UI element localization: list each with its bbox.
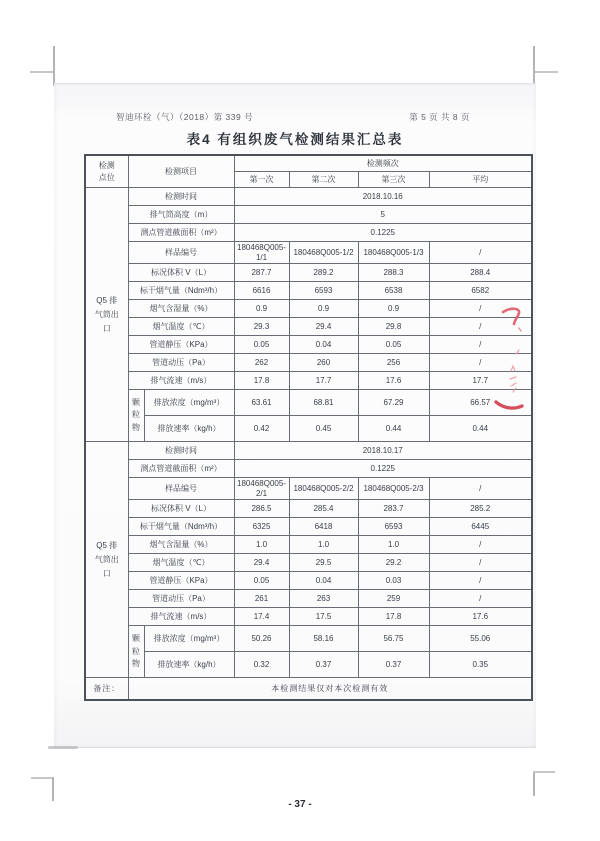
scan-edge-artifact [48, 746, 78, 749]
table-row [85, 590, 532, 608]
table-row [85, 460, 532, 478]
row-label-cell: 检测时间 [128, 188, 234, 206]
value-cell: 0.05 [234, 336, 289, 354]
col-header-point: 检测点位 [85, 155, 128, 188]
value-cell: 1.0 [289, 536, 358, 554]
crop-mark-bottom-left-vertical [52, 777, 54, 801]
col-header-third: 第三次 [358, 172, 429, 188]
table-row [85, 188, 532, 206]
value-cell: 180468Q005-1/2 [289, 242, 358, 264]
col-header-second: 第二次 [289, 172, 358, 188]
value-cell-merged: 0.1225 [234, 460, 532, 478]
value-cell: 260 [289, 354, 358, 372]
value-cell: 6418 [289, 518, 358, 536]
row-label-cell: 标况体积 V（L） [128, 264, 234, 282]
value-cell: 263 [289, 590, 358, 608]
document-title: 表4 有组织废气检测结果汇总表 [186, 132, 404, 147]
value-cell: 55.06 [429, 626, 532, 652]
col-header-item: 检测项目 [128, 155, 234, 188]
value-cell: 261 [234, 590, 289, 608]
value-cell: 180468Q005-1/1 [234, 242, 289, 264]
point-cell [85, 188, 128, 442]
table-header-row-1 [85, 155, 532, 172]
table-row [85, 390, 532, 416]
value-cell: 0.9 [358, 300, 429, 318]
value-cell: 262 [234, 354, 289, 372]
point-label: Q5 排气筒出口 [94, 540, 119, 578]
value-cell: 0.37 [358, 652, 429, 678]
table-row [85, 206, 532, 224]
table-row [85, 318, 532, 336]
value-cell: 0.04 [289, 336, 358, 354]
value-cell: 0.9 [234, 300, 289, 318]
value-cell: 1.0 [358, 536, 429, 554]
value-cell: 0.35 [429, 652, 532, 678]
value-cell: 29.2 [358, 554, 429, 572]
crop-mark-top-left-vertical [53, 46, 55, 86]
value-cell: 1.0 [234, 536, 289, 554]
value-cell: 17.7 [429, 372, 532, 390]
table-row [85, 372, 532, 390]
value-cell: 0.05 [234, 572, 289, 590]
value-cell: 288.3 [358, 264, 429, 282]
group-label: 颗粒物 [132, 634, 140, 669]
row-label-cell: 标干烟气量（Ndm³/h） [128, 282, 234, 300]
value-cell: 259 [358, 590, 429, 608]
row-label-cell: 样品编号 [128, 242, 234, 264]
value-cell: 0.32 [234, 652, 289, 678]
table-row [85, 282, 532, 300]
value-cell: 0.05 [358, 336, 429, 354]
value-cell-merged: 2018.10.16 [234, 188, 532, 206]
value-cell: / [429, 478, 532, 500]
results-table-container [84, 154, 533, 701]
row-label-cell: 排放浓度（mg/m³） [144, 390, 234, 416]
table-row [85, 500, 532, 518]
value-cell: 286.5 [234, 500, 289, 518]
table-row [85, 572, 532, 590]
value-cell: 180468Q005-2/2 [289, 478, 358, 500]
value-cell: 56.75 [358, 626, 429, 652]
value-cell: 17.6 [429, 608, 532, 626]
value-cell: 29.4 [289, 318, 358, 336]
group-label: 颗粒物 [132, 398, 140, 432]
value-cell: 6593 [358, 518, 429, 536]
crop-mark-top-left-horizontal [30, 71, 53, 73]
value-cell: / [429, 300, 532, 318]
row-label-cell: 排气流速（m/s） [128, 372, 234, 390]
crop-mark-bottom-right-horizontal [533, 771, 555, 773]
value-cell: 68.81 [289, 390, 358, 416]
value-cell: 58.16 [289, 626, 358, 652]
row-label-cell: 样品编号 [128, 478, 234, 500]
value-cell: 289.2 [289, 264, 358, 282]
value-cell: 29.3 [234, 318, 289, 336]
point-cell [85, 442, 128, 678]
row-label-cell: 管道静压（KPa） [128, 572, 234, 590]
row-label-cell: 测点管道截面积（m²） [128, 224, 234, 242]
row-label-cell: 排放速率（kg/h） [144, 416, 234, 442]
value-cell: 29.5 [289, 554, 358, 572]
table-row [85, 300, 532, 318]
value-cell: 50.26 [234, 626, 289, 652]
point-label: Q5 排气筒出口 [94, 295, 119, 333]
row-label-cell: 标干烟气量（Ndm³/h） [128, 518, 234, 536]
note-text: 本检测结果仅对本次检测有效 [128, 678, 532, 701]
value-cell: 0.9 [289, 300, 358, 318]
table-row [85, 242, 532, 264]
group-cell [128, 626, 144, 678]
value-cell: 287.7 [234, 264, 289, 282]
group-cell [128, 390, 144, 442]
value-cell: 180468Q005-2/1 [234, 478, 289, 500]
row-label-cell: 排放浓度（mg/m³） [144, 626, 234, 652]
value-cell: / [429, 318, 532, 336]
value-cell: / [429, 554, 532, 572]
value-cell: / [429, 590, 532, 608]
value-cell: 180468Q005-2/3 [358, 478, 429, 500]
value-cell: / [429, 336, 532, 354]
crop-mark-top-right-horizontal [535, 71, 558, 73]
table-row [85, 536, 532, 554]
value-cell: 6445 [429, 518, 532, 536]
value-cell: / [429, 572, 532, 590]
row-label-cell: 排气筒高度（m） [128, 206, 234, 224]
row-label-cell: 烟气温度（℃） [128, 318, 234, 336]
value-cell: 0.37 [289, 652, 358, 678]
page-number: - 37 - [288, 799, 312, 810]
row-label-cell: 排气流速（m/s） [128, 608, 234, 626]
value-cell: 67.29 [358, 390, 429, 416]
table-row [85, 652, 532, 678]
value-cell: 17.4 [234, 608, 289, 626]
value-cell: 0.03 [358, 572, 429, 590]
value-cell: 29.4 [234, 554, 289, 572]
value-cell: / [429, 354, 532, 372]
report-number: 智迪环检（气）（2018）第 339 号 [116, 112, 254, 122]
row-label-cell: 标况体积 V（L） [128, 500, 234, 518]
crop-mark-bottom-right-vertical [533, 771, 535, 796]
table-row [85, 626, 532, 652]
table-row [85, 608, 532, 626]
page-header [116, 111, 470, 123]
value-cell: / [429, 242, 532, 264]
row-label-cell: 烟气含湿量（%） [128, 300, 234, 318]
value-cell: 0.44 [429, 416, 532, 442]
results-table [84, 154, 533, 701]
value-cell: 285.4 [289, 500, 358, 518]
value-cell: 17.8 [234, 372, 289, 390]
value-cell-merged: 0.1225 [234, 224, 532, 242]
value-cell: 17.8 [358, 608, 429, 626]
value-cell: 285.2 [429, 500, 532, 518]
value-cell-merged: 5 [234, 206, 532, 224]
results-table-body [85, 188, 532, 678]
value-cell: 6582 [429, 282, 532, 300]
table-row [85, 554, 532, 572]
crop-mark-top-right-vertical [533, 46, 535, 86]
row-label-cell: 管道静压（KPa） [128, 336, 234, 354]
value-cell: 6325 [234, 518, 289, 536]
table-row [85, 336, 532, 354]
value-cell: 283.7 [358, 500, 429, 518]
col-header-frequency: 检测频次 [234, 155, 532, 172]
row-label-cell: 排放速率（kg/h） [144, 652, 234, 678]
value-cell: 0.44 [358, 416, 429, 442]
value-cell: 0.45 [289, 416, 358, 442]
red-pen-strokes-icon [489, 299, 539, 419]
note-row [85, 678, 532, 701]
value-cell: 6616 [234, 282, 289, 300]
value-cell: 17.7 [289, 372, 358, 390]
scanned-document-page [54, 83, 536, 748]
row-label-cell: 烟气温度（℃） [128, 554, 234, 572]
value-cell: 63.61 [234, 390, 289, 416]
table-row [85, 224, 532, 242]
row-label-cell: 测点管道截面积（m²） [128, 460, 234, 478]
col-header-average: 平均 [429, 172, 532, 188]
value-cell: 17.6 [358, 372, 429, 390]
value-cell: 6538 [358, 282, 429, 300]
red-pen-annotation [489, 299, 539, 419]
row-label-cell: 管道动压（Pa） [128, 354, 234, 372]
value-cell: 29.8 [358, 318, 429, 336]
page-indicator: 第 5 页 共 8 页 [409, 112, 470, 122]
crop-mark-bottom-left-horizontal [31, 777, 52, 779]
value-cell: 288.4 [429, 264, 532, 282]
table-row [85, 264, 532, 282]
col-header-first: 第一次 [234, 172, 289, 188]
value-cell: / [429, 536, 532, 554]
value-cell: 6593 [289, 282, 358, 300]
value-cell: 180468Q005-1/3 [358, 242, 429, 264]
table-row [85, 478, 532, 500]
value-cell: 256 [358, 354, 429, 372]
row-label-cell: 管道动压（Pa） [128, 590, 234, 608]
note-label: 备注： [85, 678, 128, 701]
value-cell-merged: 2018.10.17 [234, 442, 532, 460]
row-label-cell: 烟气含湿量（%） [128, 536, 234, 554]
value-cell: 66.57 [429, 390, 532, 416]
table-row [85, 442, 532, 460]
value-cell: 0.42 [234, 416, 289, 442]
table-row [85, 518, 532, 536]
table-row [85, 354, 532, 372]
table-row [85, 416, 532, 442]
value-cell: 17.5 [289, 608, 358, 626]
value-cell: 0.04 [289, 572, 358, 590]
row-label-cell: 检测时间 [128, 442, 234, 460]
